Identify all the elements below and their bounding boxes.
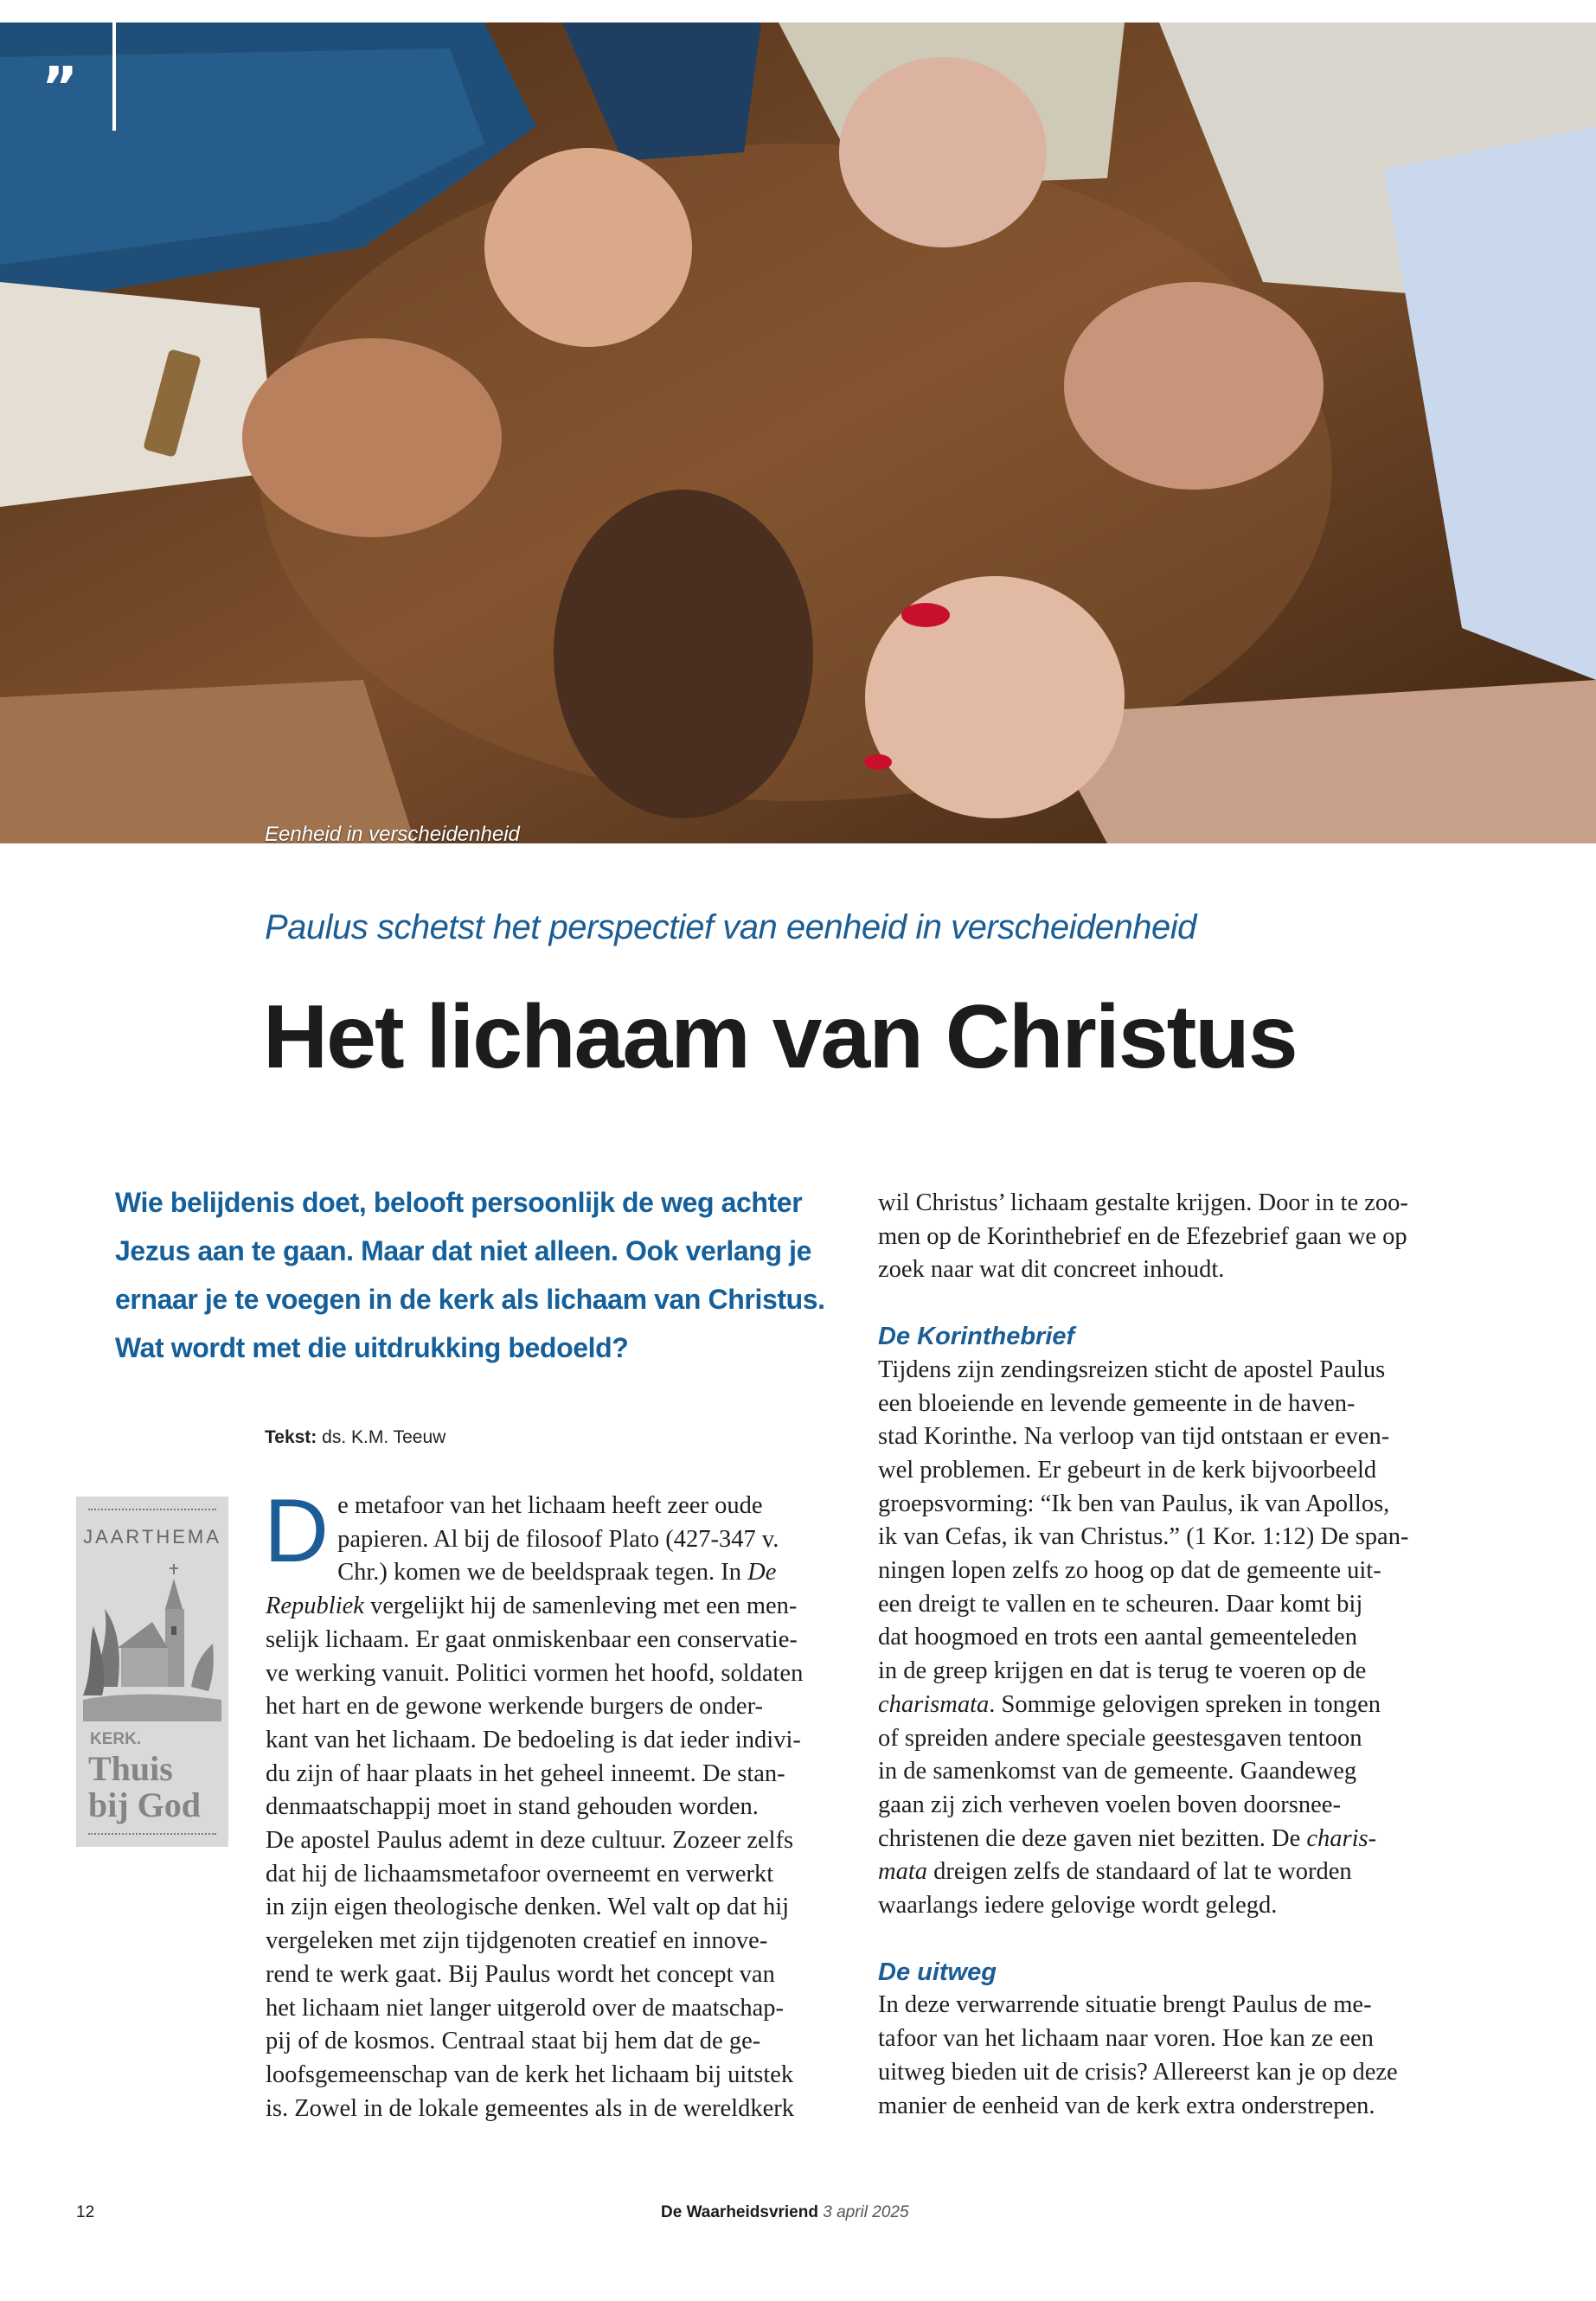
body-line: zoek naar wat dit concreet inhoudt.: [878, 1256, 1225, 1284]
body-line: selijk lichaam. Er gaat onmiskenbaar een conservatie-: [266, 1625, 798, 1653]
byline-author: ds. K.M. Teeuw: [322, 1427, 446, 1447]
jaarthema-badge: [76, 1497, 228, 1847]
body-line: het hart en de gewone werkende burgers de onder-: [266, 1693, 763, 1721]
body-line: uitweg bieden uit de crisis? Allereerst kan je op deze: [878, 2058, 1398, 2086]
body-line: is. Zowel in de lokale gemeentes als in de wereldkerk: [266, 2094, 794, 2122]
body-line: In deze verwarrende situatie brengt Paulus de me-: [878, 1991, 1372, 2019]
badge-bottom-divider: [88, 1833, 216, 1835]
body-line: ik van Cefas, ik van Christus.” (1 Kor. 1:12) De span-: [878, 1523, 1409, 1551]
body-line: tafoor van het lichaam naar voren. Hoe kan ze een: [878, 2025, 1374, 2053]
section-heading-korinthebrief: De Korinthebrief: [878, 1323, 1075, 1351]
body-line: du zijn of haar plaats in het geheel inneemt. De stan-: [266, 1759, 785, 1787]
byline-label: Tekst:: [265, 1427, 317, 1447]
body-line: [878, 1689, 1445, 1722]
article-intro: Wie belijdenis doet, belooft persoonlijk de weg achter Jezus aan te gaan. Maar dat niet alleen. Ook verlang je ernaar je te voegen in de kerk als lichaam van Christus. Wat wordt met die uitdrukking bedoeld?: [115, 1187, 825, 1363]
body-line: in de greep krijgen en dat is terug te voeren op de: [878, 1657, 1367, 1685]
quotation-mark-icon: ”: [42, 56, 79, 120]
body-line: ningen lopen zelfs zo hoog op dat de gemeente uit-: [878, 1557, 1381, 1585]
body-text: Chr.) komen we de beeldspraak tegen. In: [337, 1559, 748, 1586]
body-line: pij of de kosmos. Centraal staat bij hem dat de ge-: [266, 2028, 761, 2055]
body-line: ve werking vanuit. Politici vormen het hoofd, soldaten: [266, 1659, 804, 1687]
body-text: . Sommige gelovigen spreken in tongen: [989, 1690, 1381, 1718]
quote-rule: [112, 22, 116, 131]
body-line: waarlangs iedere gelovige wordt gelegd.: [878, 1892, 1278, 1920]
body-line: kant van het lichaam. De bedoeling is dat ieder indivi-: [266, 1726, 801, 1753]
church-icon: [83, 1557, 221, 1721]
italic-term: mata: [878, 1858, 927, 1886]
section-gap: [878, 1287, 1445, 1320]
praying-hands-illustration: [0, 22, 1596, 843]
body-line: een bloeiende en levende gemeente in de haven-: [878, 1389, 1356, 1417]
body-line: groepsvorming: “Ik ben van Paulus, ik van Apollos,: [878, 1490, 1390, 1517]
body-line: een dreigt te vallen en te scheuren. Daar komt bij: [878, 1590, 1363, 1618]
byline: [265, 1427, 445, 1448]
article-kicker: Paulus schetst het perspectief van eenheid in verscheidenheid: [265, 908, 1196, 946]
body-line: wil Christus’ lichaam gestalte krijgen. Door in te zoo-: [878, 1189, 1408, 1216]
body-line: of spreiden andere speciale geestesgaven tentoon: [878, 1724, 1362, 1752]
body-line: wel problemen. Er gebeurt in de kerk bijvoorbeeld: [878, 1456, 1377, 1484]
body-column-1: [264, 1481, 832, 2125]
italic-term: De: [747, 1559, 777, 1586]
body-line: gaan zij zich verheven voelen boven doorsnee-: [878, 1791, 1341, 1818]
body-line: rend te werk gaat. Bij Paulus wordt het concept van: [266, 1960, 775, 1988]
body-line: Tijdens zijn zendingsreizen sticht de apostel Paulus: [878, 1356, 1386, 1383]
body-line: [878, 1856, 1445, 1889]
body-line: dat hoogmoed en trots een aantal gemeenteleden: [878, 1624, 1357, 1651]
body-line: De apostel Paulus ademt in deze cultuur. Zozeer zelfs: [266, 1827, 794, 1855]
badge-top-divider: [88, 1509, 216, 1510]
body-column-2: [878, 1187, 1445, 2123]
badge-thuis: Thuis: [88, 1749, 173, 1788]
body-line: dat hij de lichaamsmetafoor overneemt en verwerkt: [266, 1860, 774, 1888]
footer-publication: [661, 2203, 909, 2222]
italic-term: Republiek: [266, 1593, 364, 1620]
hero-photo: [0, 22, 1596, 843]
page-number: 12: [76, 2203, 95, 2221]
photo-caption: Eenheid in verscheidenheid: [265, 823, 520, 843]
badge-title: [88, 1751, 201, 1823]
badge-kerk: KERK.: [90, 1730, 142, 1748]
body-line: het lichaam niet langer uitgerold over de maatschap-: [266, 1994, 785, 2022]
body-text: christenen die deze gaven niet bezitten. De: [878, 1824, 1307, 1852]
drop-cap: D: [264, 1481, 330, 1581]
body-line: in zijn eigen theologische denken. Wel valt op dat hij: [266, 1894, 790, 1921]
italic-term: charis-: [1306, 1824, 1377, 1852]
body-line: men op de Korinthebrief en de Efezebrief gaan we op: [878, 1222, 1407, 1250]
body-text: dreigen zelfs de standaard of lat te worden: [927, 1858, 1352, 1886]
body-line: loofsgemeenschap van de kerk het lichaam bij uitstek: [266, 2061, 794, 2088]
publication-name: De Waarheidsvriend: [661, 2203, 818, 2221]
publication-date: 3 april 2025: [823, 2203, 909, 2221]
badge-bij-god: bij God: [88, 1785, 202, 1824]
italic-term: charismata: [878, 1690, 990, 1718]
body-line: manier de eenheid van de kerk extra onderstrepen.: [878, 2092, 1375, 2119]
body-line: in de samenkomst van de gemeente. Gaandeweg: [878, 1758, 1357, 1785]
body-line: [266, 1556, 832, 1590]
body-line: vergeleken met zijn tijdgenoten creatief en innove-: [266, 1927, 768, 1955]
body-line: denmaatschappij moet in stand gehouden worden.: [266, 1793, 759, 1821]
body-line: [878, 1823, 1445, 1856]
body-line: [266, 1590, 832, 1624]
body-text: vergelijkt hij de samenleving met een men-: [363, 1593, 798, 1620]
body-line: papieren. Al bij de filosoof Plato (427-347 v.: [337, 1525, 779, 1553]
badge-label: JAARTHEMA: [83, 1526, 221, 1548]
article-title: Het lichaam van Christus: [263, 987, 1297, 1087]
section-gap: [878, 1923, 1445, 1956]
body-line: e metafoor van het lichaam heeft zeer oude: [337, 1492, 763, 1519]
section-heading-uitweg: De uitweg: [878, 1958, 997, 1986]
body-line: stad Korinthe. Na verloop van tijd ontstaan er even-: [878, 1423, 1390, 1451]
